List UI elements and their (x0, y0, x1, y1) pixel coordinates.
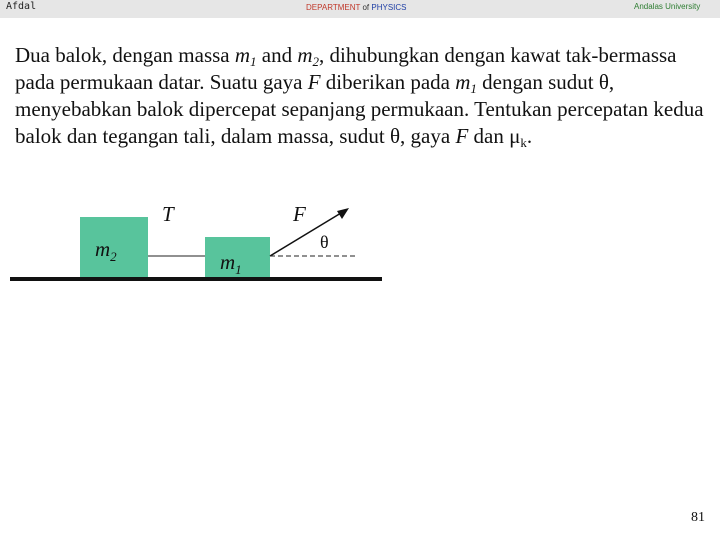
department-label (306, 3, 407, 12)
problem-text-part: and (256, 43, 298, 67)
m-letter: m (234, 43, 251, 67)
problem-text-part: diberikan pada (320, 70, 456, 94)
problem-text (15, 42, 705, 150)
subscript-2: 2 (312, 54, 320, 69)
problem-text-part: Dua balok, dengan massa (15, 43, 235, 67)
label-m1: $m_1$ (220, 250, 242, 277)
header-bar (0, 0, 720, 18)
problem-text-part: dan μ (468, 124, 521, 148)
page-number: 81 (691, 510, 705, 525)
problem-text-part: dengan sudut θ, menyebabkan balok dipercepat sepanjang permukaan. Tentukan percepatan kedua balok dan tegangan tali, dalam massa, sudut θ, gaya (15, 70, 704, 148)
subscript-k: k (520, 135, 527, 150)
m-letter: m (455, 70, 471, 94)
university-label: Andalas University (634, 2, 701, 11)
department-word: DEPARTMENT (306, 3, 361, 12)
block-m2 (80, 217, 148, 279)
m1-symbol (235, 43, 257, 67)
problem-text-part: . (526, 124, 533, 148)
m2-symbol (297, 43, 319, 67)
F-symbol: F (307, 70, 321, 94)
of-word: of (362, 3, 370, 12)
physics-word: PHYSICS (371, 3, 407, 12)
author-label: Afdal (6, 1, 37, 12)
m-letter: m (297, 43, 313, 67)
F-symbol: F (455, 124, 469, 148)
label-force-F: F (293, 202, 306, 226)
label-angle-theta: θ (320, 232, 329, 252)
label-m2: $m_2$ (95, 237, 117, 264)
label-tension-T: T (162, 202, 174, 226)
problem-text-part: , dihubungkan dengan kawat tak-bermassa pada permukaan datar. Suatu gaya (15, 43, 677, 94)
two-blocks-diagram (0, 195, 400, 290)
subscript-1: 1 (250, 54, 257, 69)
m1-symbol (455, 70, 477, 94)
force-arrow-head (337, 208, 349, 219)
subscript-1: 1 (470, 81, 477, 96)
